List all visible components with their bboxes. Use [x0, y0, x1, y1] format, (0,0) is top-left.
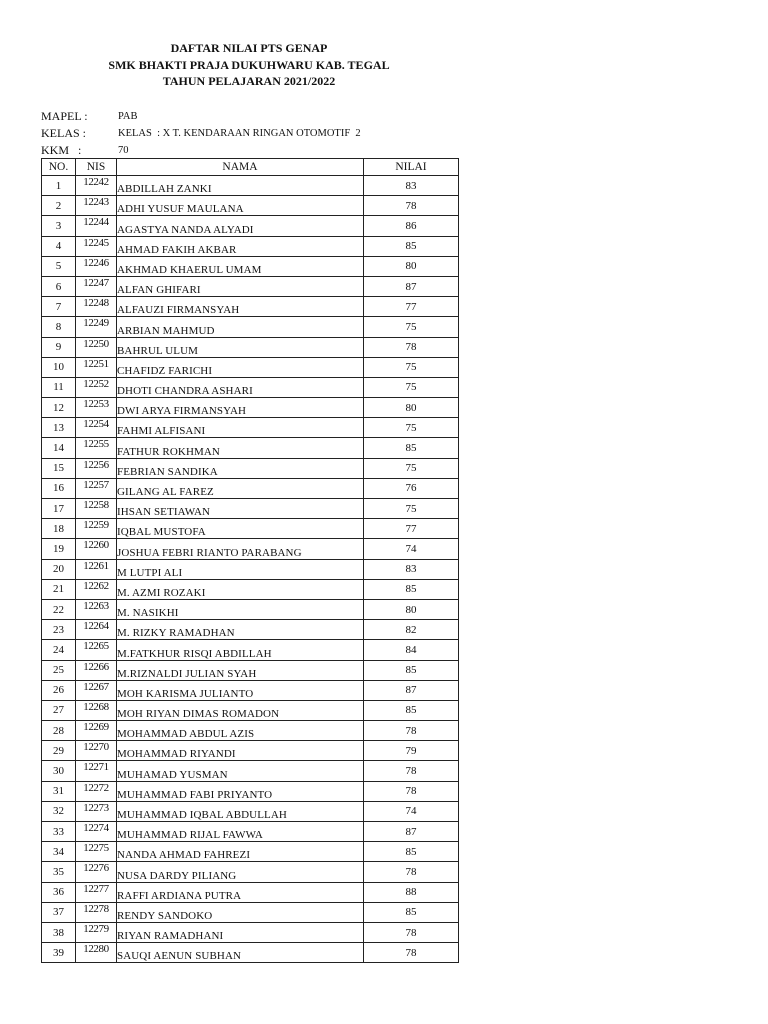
row-no: 12 — [42, 398, 76, 418]
row-nilai: 82 — [364, 620, 459, 640]
kelas-label: KELAS : — [41, 126, 86, 140]
row-nilai: 78 — [364, 337, 459, 357]
row-nama: AHMAD FAKIH AKBAR — [117, 236, 364, 256]
row-no: 4 — [42, 236, 76, 256]
row-no: 32 — [42, 801, 76, 821]
row-nilai: 78 — [364, 196, 459, 216]
table-row — [42, 236, 459, 256]
row-nama: DHOTI CHANDRA ASHARI — [117, 377, 364, 397]
row-no: 21 — [42, 579, 76, 599]
row-no: 35 — [42, 862, 76, 882]
row-nilai: 76 — [364, 478, 459, 498]
row-nama: JOSHUA FEBRI RIANTO PARABANG — [117, 539, 364, 559]
row-nis: 12276 — [76, 862, 117, 882]
row-nama: RAFFI ARDIANA PUTRA — [117, 882, 364, 902]
row-nama: NANDA AHMAD FAHREZI — [117, 842, 364, 862]
row-no: 28 — [42, 721, 76, 741]
row-nilai: 88 — [364, 882, 459, 902]
table-header-row — [42, 159, 459, 176]
row-no: 33 — [42, 822, 76, 842]
table-row — [42, 256, 459, 276]
row-no: 2 — [42, 196, 76, 216]
row-no: 24 — [42, 640, 76, 660]
row-no: 1 — [42, 176, 76, 196]
row-nis: 12265 — [76, 640, 117, 660]
row-no: 30 — [42, 761, 76, 781]
row-nis: 12251 — [76, 357, 117, 377]
row-nama: M. AZMI ROZAKI — [117, 579, 364, 599]
table-row — [42, 176, 459, 196]
table-row — [42, 862, 459, 882]
row-nilai: 78 — [364, 761, 459, 781]
table-row — [42, 337, 459, 357]
title-line-3: TAHUN PELAJARAN 2021/2022 — [162, 74, 336, 88]
row-nilai: 85 — [364, 700, 459, 720]
row-nama: IQBAL MUSTOFA — [117, 519, 364, 539]
kelas-value: KELAS : X T. KENDARAAN RINGAN OTOMOTIF 2 — [118, 128, 361, 139]
row-no: 14 — [42, 438, 76, 458]
row-no: 25 — [42, 660, 76, 680]
row-nilai: 85 — [364, 660, 459, 680]
row-nis: 12259 — [76, 519, 117, 539]
row-nilai: 78 — [364, 922, 459, 942]
row-nama: CHAFIDZ FARICHI — [117, 357, 364, 377]
row-nama: AGASTYA NANDA ALYADI — [117, 216, 364, 236]
header-nama: NAMA — [117, 159, 364, 176]
table-row — [42, 882, 459, 902]
table-row — [42, 599, 459, 619]
row-no: 22 — [42, 599, 76, 619]
table-row — [42, 297, 459, 317]
row-nis: 12271 — [76, 761, 117, 781]
kkm-value: 70 — [118, 145, 129, 156]
table-row — [42, 781, 459, 801]
row-nilai: 78 — [364, 943, 459, 963]
table-row — [42, 438, 459, 458]
row-no: 37 — [42, 902, 76, 922]
row-nama: MUHAMMAD IQBAL ABDULLAH — [117, 801, 364, 821]
table-body — [42, 176, 459, 963]
row-nilai: 84 — [364, 640, 459, 660]
row-nama: FEBRIAN SANDIKA — [117, 458, 364, 478]
row-nama: M.FATKHUR RISQI ABDILLAH — [117, 640, 364, 660]
row-nis: 12261 — [76, 559, 117, 579]
row-nis: 12273 — [76, 801, 117, 821]
row-nis: 12277 — [76, 882, 117, 902]
row-nilai: 83 — [364, 559, 459, 579]
row-nis: 12242 — [76, 176, 117, 196]
row-nilai: 83 — [364, 176, 459, 196]
row-nama: ABDILLAH ZANKI — [117, 176, 364, 196]
row-nama: BAHRUL ULUM — [117, 337, 364, 357]
table-row — [42, 317, 459, 337]
row-nilai: 75 — [364, 357, 459, 377]
row-nama: MUHAMMAD RIJAL FAWWA — [117, 822, 364, 842]
row-no: 23 — [42, 620, 76, 640]
row-no: 9 — [42, 337, 76, 357]
row-nama: SAUQI AENUN SUBHAN — [117, 943, 364, 963]
table-row — [42, 922, 459, 942]
row-nis: 12244 — [76, 216, 117, 236]
row-nama: DWI ARYA FIRMANSYAH — [117, 398, 364, 418]
row-nilai: 78 — [364, 781, 459, 801]
table-row — [42, 196, 459, 216]
row-nis: 12249 — [76, 317, 117, 337]
row-no: 20 — [42, 559, 76, 579]
row-nis: 12257 — [76, 478, 117, 498]
row-no: 38 — [42, 922, 76, 942]
row-nilai: 75 — [364, 377, 459, 397]
row-nilai: 75 — [364, 418, 459, 438]
row-nilai: 85 — [364, 438, 459, 458]
row-no: 39 — [42, 943, 76, 963]
row-nis: 12280 — [76, 943, 117, 963]
title-line-2: SMK BHAKTI PRAJA DUKUHWARU KAB. TEGAL — [108, 57, 390, 72]
row-no: 10 — [42, 357, 76, 377]
table-row — [42, 499, 459, 519]
table-row — [42, 620, 459, 640]
row-nama: MUHAMMAD FABI PRIYANTO — [117, 781, 364, 801]
table-row — [42, 458, 459, 478]
table-row — [42, 700, 459, 720]
row-nis: 12252 — [76, 377, 117, 397]
row-nis: 12268 — [76, 700, 117, 720]
row-nis: 12245 — [76, 236, 117, 256]
row-nis: 12246 — [76, 256, 117, 276]
row-nis: 12272 — [76, 781, 117, 801]
row-nama: RENDY SANDOKO — [117, 902, 364, 922]
row-nis: 12275 — [76, 842, 117, 862]
table-row — [42, 822, 459, 842]
table-row — [42, 276, 459, 296]
header-nilai: NILAI — [364, 159, 459, 176]
row-no: 5 — [42, 256, 76, 276]
row-nis: 12243 — [76, 196, 117, 216]
row-nis: 12263 — [76, 599, 117, 619]
row-no: 19 — [42, 539, 76, 559]
title-line-1: DAFTAR NILAI PTS GENAP — [170, 41, 328, 55]
table-row — [42, 680, 459, 700]
table-row — [42, 660, 459, 680]
row-nama: AKHMAD KHAERUL UMAM — [117, 256, 364, 276]
row-no: 17 — [42, 499, 76, 519]
row-nilai: 87 — [364, 276, 459, 296]
row-nama: GILANG AL FAREZ — [117, 478, 364, 498]
row-nama: M. NASIKHI — [117, 599, 364, 619]
row-nis: 12256 — [76, 458, 117, 478]
row-no: 6 — [42, 276, 76, 296]
row-no: 29 — [42, 741, 76, 761]
row-nilai: 75 — [364, 499, 459, 519]
table-row — [42, 721, 459, 741]
row-no: 36 — [42, 882, 76, 902]
row-nis: 12274 — [76, 822, 117, 842]
table-row — [42, 398, 459, 418]
row-no: 16 — [42, 478, 76, 498]
row-no: 11 — [42, 377, 76, 397]
row-nama: FAHMI ALFISANI — [117, 418, 364, 438]
table-row — [42, 377, 459, 397]
row-nama: M. RIZKY RAMADHAN — [117, 620, 364, 640]
row-nilai: 77 — [364, 519, 459, 539]
row-nis: 12250 — [76, 337, 117, 357]
row-nilai: 87 — [364, 822, 459, 842]
row-nis: 12269 — [76, 721, 117, 741]
row-nis: 12278 — [76, 902, 117, 922]
row-nama: ALFAN GHIFARI — [117, 276, 364, 296]
row-nilai: 85 — [364, 842, 459, 862]
row-nama: MOH KARISMA JULIANTO — [117, 680, 364, 700]
row-nis: 12258 — [76, 499, 117, 519]
row-nilai: 74 — [364, 539, 459, 559]
table-row — [42, 559, 459, 579]
row-nilai: 80 — [364, 256, 459, 276]
table-row — [42, 539, 459, 559]
table-row — [42, 579, 459, 599]
row-nama: MOH RIYAN DIMAS ROMADON — [117, 700, 364, 720]
kkm-label: KKM : — [41, 143, 82, 157]
row-no: 3 — [42, 216, 76, 236]
row-nilai: 80 — [364, 599, 459, 619]
header-no: NO. — [42, 159, 76, 176]
table-row — [42, 741, 459, 761]
row-nama: ADHI YUSUF MAULANA — [117, 196, 364, 216]
row-nama: RIYAN RAMADHANI — [117, 922, 364, 942]
row-nis: 12260 — [76, 539, 117, 559]
row-nis: 12255 — [76, 438, 117, 458]
table-row — [42, 902, 459, 922]
row-nilai: 75 — [364, 458, 459, 478]
table-row — [42, 801, 459, 821]
grades-table — [41, 158, 459, 963]
row-nama: IHSAN SETIAWAN — [117, 499, 364, 519]
row-nilai: 85 — [364, 579, 459, 599]
row-no: 13 — [42, 418, 76, 438]
row-nis: 12248 — [76, 297, 117, 317]
row-nilai: 80 — [364, 398, 459, 418]
row-nilai: 77 — [364, 297, 459, 317]
header-nis: NIS — [76, 159, 117, 176]
table-row — [42, 943, 459, 963]
row-no: 27 — [42, 700, 76, 720]
row-nilai: 86 — [364, 216, 459, 236]
row-nama: MOHAMMAD RIYANDI — [117, 741, 364, 761]
row-nis: 12253 — [76, 398, 117, 418]
row-no: 15 — [42, 458, 76, 478]
row-no: 18 — [42, 519, 76, 539]
row-no: 8 — [42, 317, 76, 337]
table-row — [42, 216, 459, 236]
table-row — [42, 357, 459, 377]
row-nilai: 78 — [364, 862, 459, 882]
table-row — [42, 842, 459, 862]
row-nama: ALFAUZI FIRMANSYAH — [117, 297, 364, 317]
row-nama: FATHUR ROKHMAN — [117, 438, 364, 458]
row-no: 31 — [42, 781, 76, 801]
row-no: 34 — [42, 842, 76, 862]
row-nama: MUHAMAD YUSMAN — [117, 761, 364, 781]
mapel-label: MAPEL : — [41, 109, 88, 123]
row-nama: ARBIAN MAHMUD — [117, 317, 364, 337]
row-nis: 12270 — [76, 741, 117, 761]
row-nama: M LUTPI ALI — [117, 559, 364, 579]
table-row — [42, 761, 459, 781]
row-nama: NUSA DARDY PILIANG — [117, 862, 364, 882]
table-row — [42, 418, 459, 438]
row-no: 26 — [42, 680, 76, 700]
table-row — [42, 640, 459, 660]
document-title — [0, 40, 498, 90]
row-nis: 12247 — [76, 276, 117, 296]
row-nilai: 85 — [364, 236, 459, 256]
row-no: 7 — [42, 297, 76, 317]
row-nilai: 79 — [364, 741, 459, 761]
row-nilai: 85 — [364, 902, 459, 922]
row-nis: 12254 — [76, 418, 117, 438]
row-nama: M.RIZNALDI JULIAN SYAH — [117, 660, 364, 680]
row-nilai: 75 — [364, 317, 459, 337]
row-nilai: 87 — [364, 680, 459, 700]
table-row — [42, 519, 459, 539]
row-nis: 12267 — [76, 680, 117, 700]
row-nama: MOHAMMAD ABDUL AZIS — [117, 721, 364, 741]
mapel-value: PAB — [118, 111, 138, 122]
table-row — [42, 478, 459, 498]
row-nis: 12279 — [76, 922, 117, 942]
row-nis: 12266 — [76, 660, 117, 680]
row-nilai: 74 — [364, 801, 459, 821]
row-nis: 12262 — [76, 579, 117, 599]
row-nis: 12264 — [76, 620, 117, 640]
row-nilai: 78 — [364, 721, 459, 741]
